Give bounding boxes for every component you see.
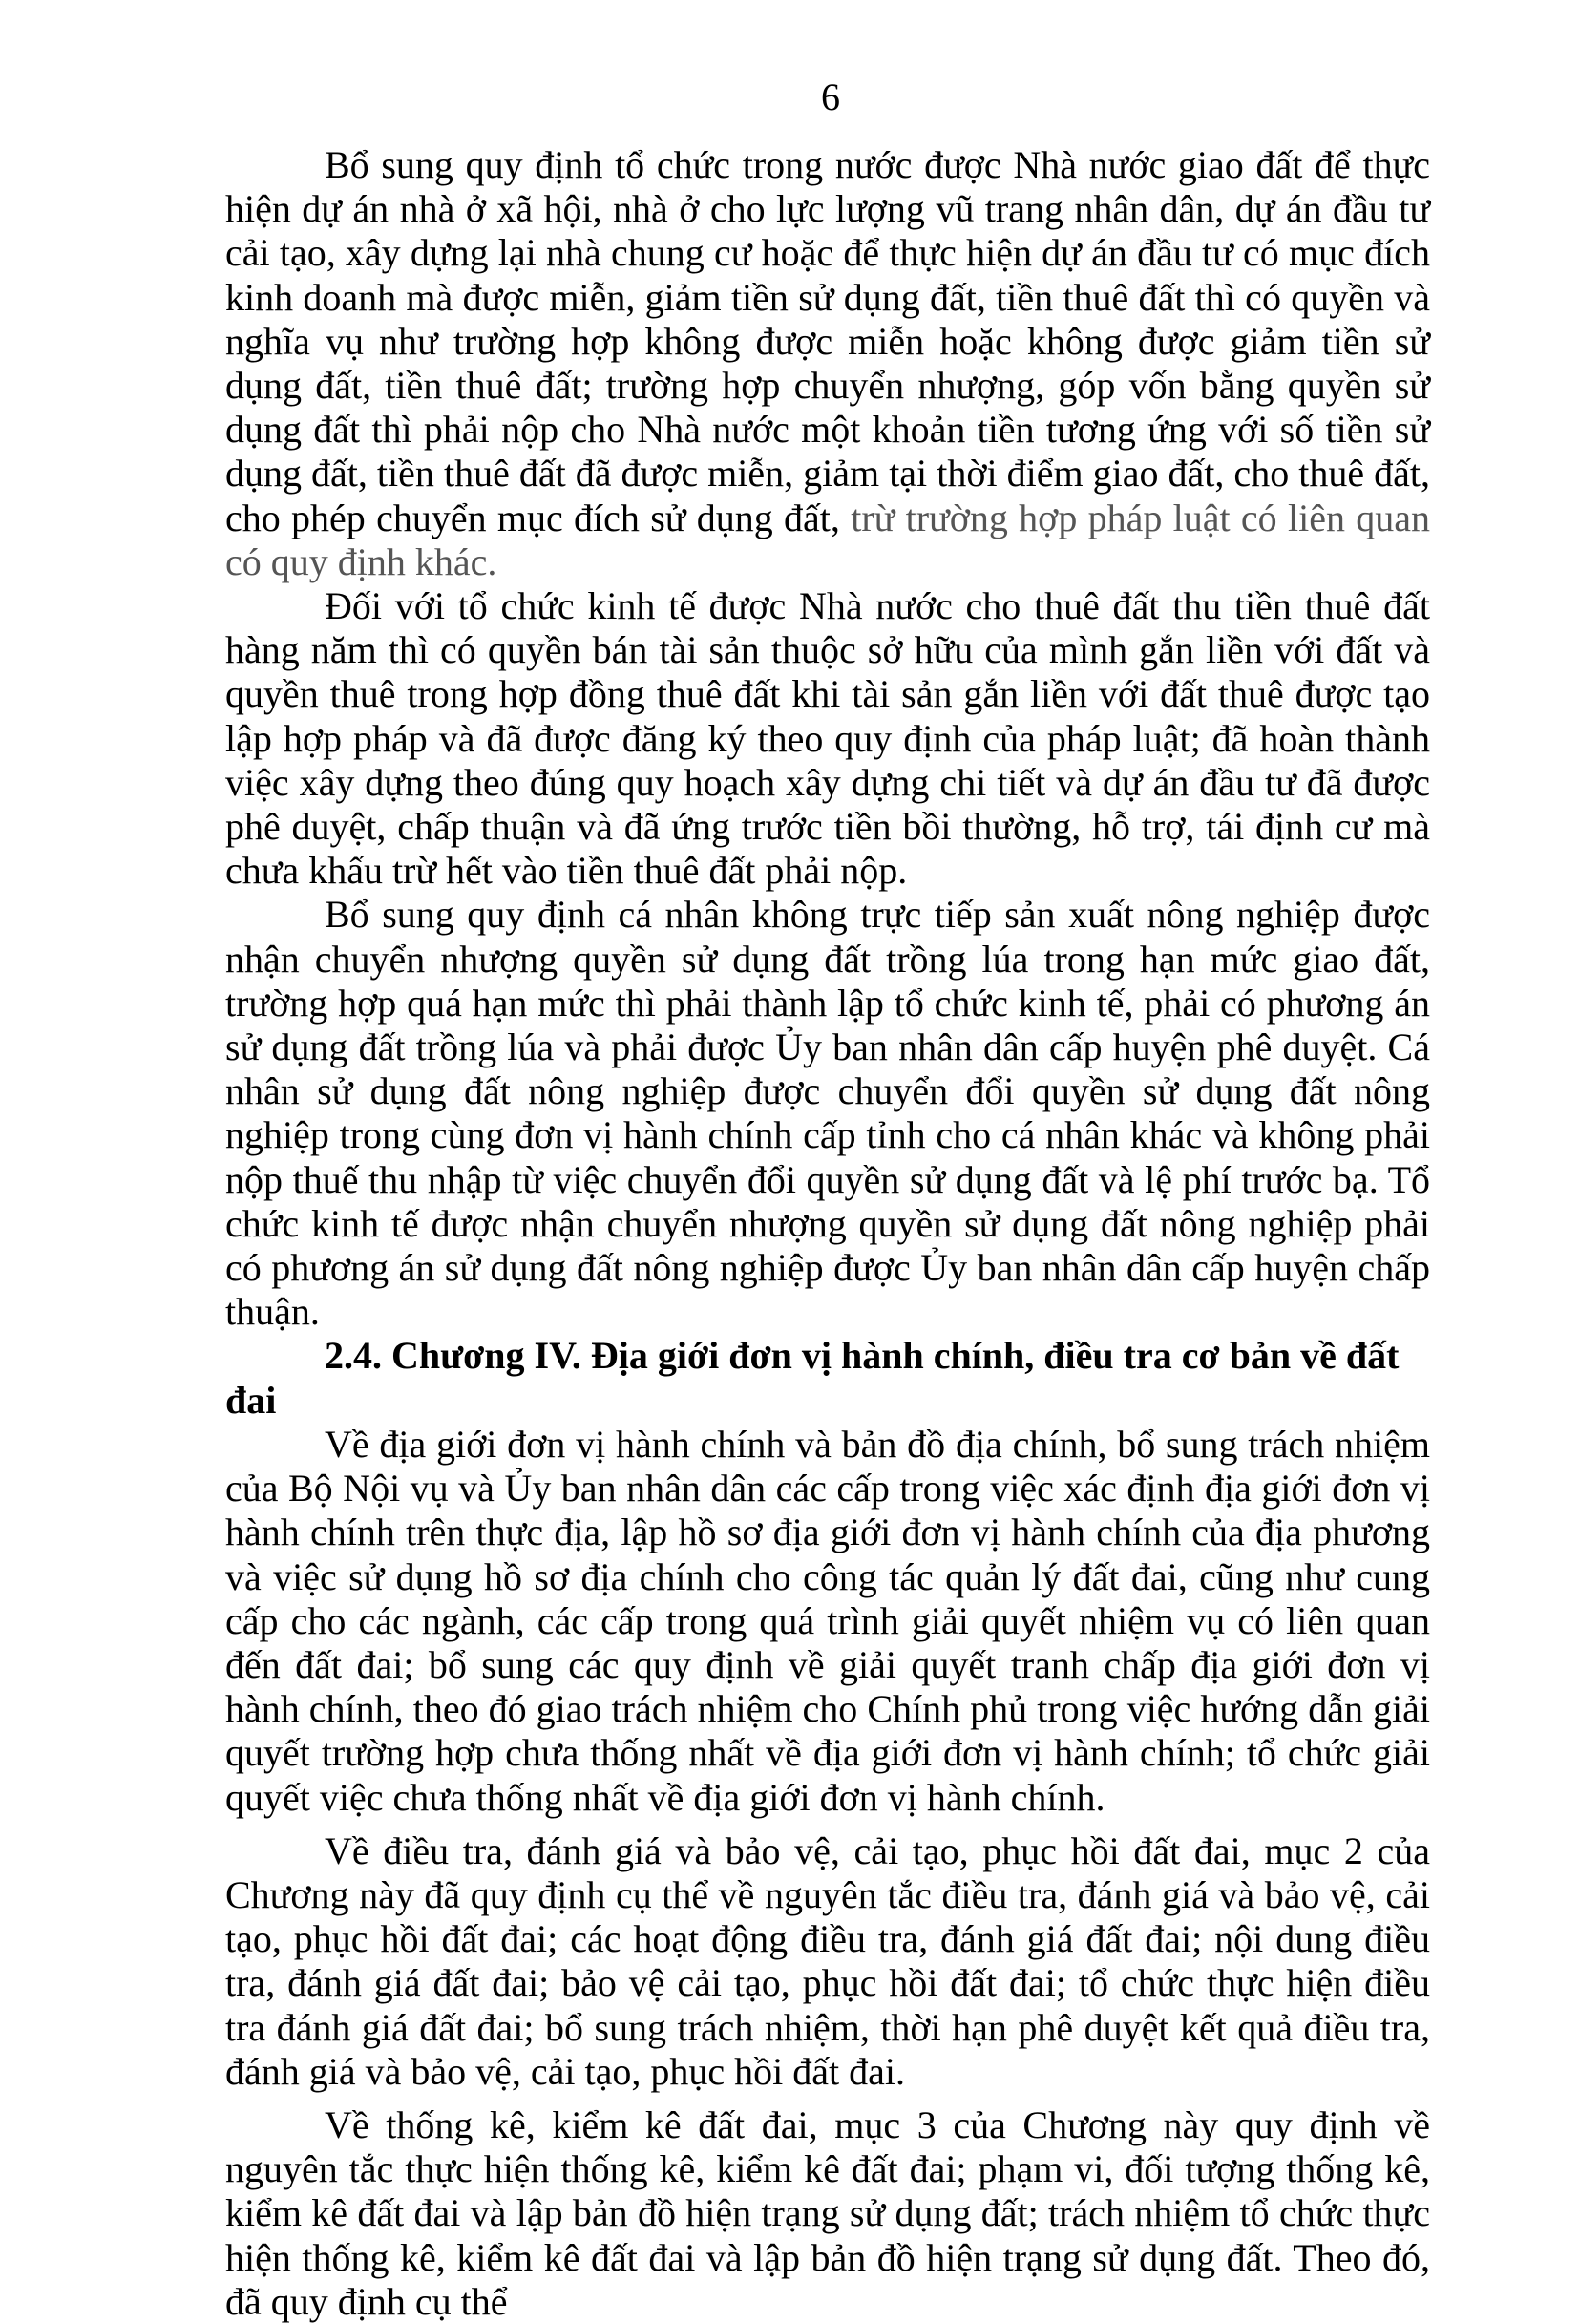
document-body — [225, 143, 1430, 2324]
paragraph-economic-organization-rights: Đối với tổ chức kinh tế được Nhà nước cho thuê đất thu tiền thuê đất hàng năm thì có quyền bán tài sản thuộc sở hữu của mình gắn liền với đất và quyền thuê trong hợp đồng thuê đất khi tài sản gắn liền với đất thuê được tạo lập hợp pháp và đã được đăng ký theo quy định của pháp luật; đã hoàn thành việc xây dựng theo đúng quy hoạch xây dựng chi tiết và dự án đầu tư đã được phê duyệt, chấp thuận và đã ứng trước tiền bồi thường, hỗ trợ, tái định cư mà chưa khấu trừ hết vào tiền thuê đất phải nộp. — [225, 584, 1430, 893]
page-number: 6 — [821, 75, 840, 118]
paragraph-administrative-boundaries: Về địa giới đơn vị hành chính và bản đồ địa chính, bổ sung trách nhiệm của Bộ Nội vụ và Ủy ban nhân dân các cấp trong việc xác định địa giới đơn vị hành chính trên thực địa, lập hồ sơ địa giới đơn vị hành chính của địa phương và việc sử dụng hồ sơ địa chính cho công tác quản lý đất đai, cũng như cung cấp cho các ngành, các cấp trong quá trình giải quyết nhiệm vụ có liên quan đến đất đai; bổ sung các quy định về giải quyết tranh chấp địa giới đơn vị hành chính, theo đó giao trách nhiệm cho Chính phủ trong việc hướng dẫn giải quyết trường hợp chưa thống nhất về địa giới đơn vị hành chính; tổ chức giải quyết việc chưa thống nhất về địa giới đơn vị hành chính. — [225, 1422, 1430, 1819]
section-heading: 2.4. Chương IV. Địa giới đơn vị hành chính, điều tra cơ bản về đất đai — [225, 1334, 1400, 1422]
paragraph-text-grey: trừ trường hợp pháp luật có liên quan có quy định khác. — [225, 496, 1430, 583]
paragraph-land-survey: Về điều tra, đánh giá và bảo vệ, cải tạo, phục hồi đất đai, mục 2 của Chương này đã quy định cụ thể về nguyên tắc điều tra, đánh giá và bảo vệ, cải tạo, phục hồi đất đai; các hoạt động điều tra, đánh giá đất đai; nội dung điều tra, đánh giá đất đai; bảo vệ cải tạo, phục hồi đất đai; tổ chức thực hiện điều tra đánh giá đất đai; bổ sung trách nhiệm, thời hạn phê duyệt kết quả điều tra, đánh giá và bảo vệ, cải tạo, phục hồi đất đai. — [225, 1828, 1430, 2093]
paragraph-text: Bổ sung quy định tổ chức trong nước được Nhà nước giao đất để thực hiện dự án nhà ở xã hội, nhà ở cho lực lượng vũ trang nhân dân, dự án đầu tư cải tạo, xây dựng lại nhà chung cư hoặc để thực hiện dự án đầu tư có mục đích kinh doanh mà được miễn, giảm tiền sử dụng đất, tiền thuê đất thì có quyền và nghĩa vụ như trường hợp không được miễn hoặc không được giảm tiền sử dụng đất, tiền thuê đất; trường hợp chuyển nhượng, góp vốn bằng quyền sử dụng đất thì phải nộp cho Nhà nước một khoản tiền tương ứng với số tiền sử dụng đất, tiền thuê đất đã được miễn, giảm tại thời điểm giao đất, cho thuê đất, cho phép chuyển mục đích sử dụng đất, — [225, 143, 1430, 539]
paragraph-land-allocation-exemptions — [225, 143, 1430, 584]
paragraph-rice-land-transfer: Bổ sung quy định cá nhân không trực tiếp sản xuất nông nghiệp được nhận chuyển nhượng quyền sử dụng đất trồng lúa trong hạn mức giao đất, trường hợp quá hạn mức thì phải thành lập tổ chức kinh tế, phải có phương án sử dụng đất trồng lúa và phải được Ủy ban nhân dân cấp huyện phê duyệt. Cá nhân sử dụng đất nông nghiệp được chuyển đổi quyền sử dụng đất nông nghiệp trong cùng đơn vị hành chính cấp tỉnh cho cá nhân khác và không phải nộp thuế thu nhập từ việc chuyển đổi quyền sử dụng đất và lệ phí trước bạ. Tổ chức kinh tế được nhận chuyển nhượng quyền sử dụng đất nông nghiệp phải có phương án sử dụng đất nông nghiệp được Ủy ban nhân dân cấp huyện chấp thuận. — [225, 893, 1430, 1334]
paragraph-land-statistics: Về thống kê, kiểm kê đất đai, mục 3 của Chương này quy định về nguyên tắc thực hiện thống kê, kiểm kê đất đai; phạm vi, đối tượng thống kê, kiểm kê đất đai và lập bản đồ hiện trạng sử dụng đất; trách nhiệm tổ chức thực hiện thống kê, kiểm kê đất đai và lập bản đồ hiện trạng sử dụng đất. Theo đó, đã quy định cụ thể — [225, 2102, 1430, 2323]
